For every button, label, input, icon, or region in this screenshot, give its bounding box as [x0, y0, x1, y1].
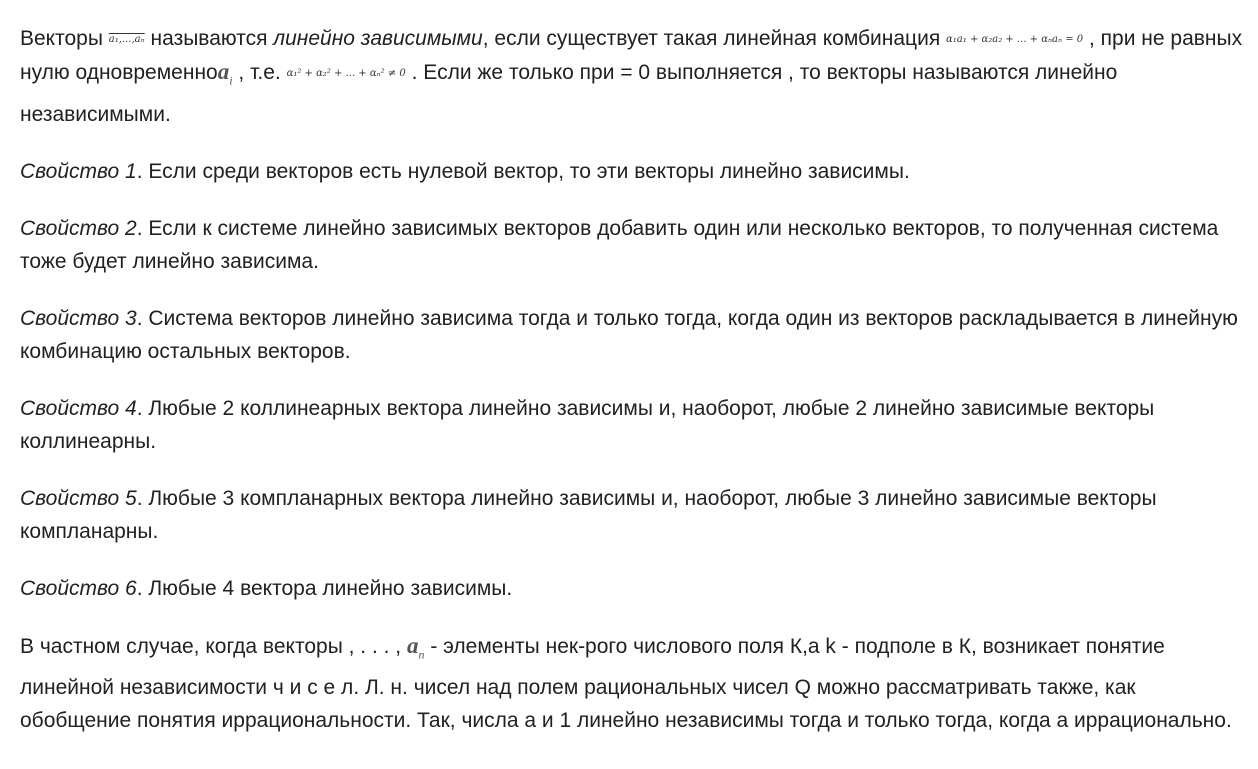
property-label-1: Свойство 1: [20, 159, 137, 183]
property-paragraph-1: [20, 155, 1245, 188]
property-text-5: . Любые 3 компланарных вектора линейно зависимы и, наоборот, любые 3 линейно зависимые векторы компланарны.: [20, 486, 1157, 543]
ai-formula: [217, 59, 233, 88]
property-paragraph-4: [20, 392, 1245, 458]
sum-of-squares-formula: α₁² + α₂² + ... + αₙ² ≠ 0: [286, 68, 406, 79]
property-text-3: . Система векторов линейно зависима тогда и только тогда, когда один из векторов раскладывается в линейную комбинацию остальных векторов.: [20, 306, 1238, 363]
property-label-5: Свойство 5: [20, 486, 137, 510]
linearly-dependent-term: линейно зависимыми: [273, 27, 483, 50]
intro-text-3: , если существует такая линейная комбинация: [482, 27, 941, 50]
property-paragraph-5: [20, 482, 1245, 548]
vectors-formula: a₁,...,aₙ: [108, 34, 145, 45]
linear-combination-formula: α₁a₁ + α₂a₂ + ... + αₙaₙ = 0: [946, 34, 1084, 45]
property-label-6: Свойство 6: [20, 576, 137, 600]
an-base: a: [406, 632, 419, 658]
property-text-4: . Любые 2 коллинеарных вектора линейно зависимы и, наоборот, любые 2 линейно зависимые векторы коллинеарны.: [20, 396, 1155, 453]
an-sub: n: [418, 647, 425, 662]
intro-text-4: , при не равных нулю одновременно: [20, 27, 1243, 84]
final-paragraph: [20, 629, 1245, 738]
ai-sub: i: [229, 73, 233, 88]
property-paragraph-2: [20, 212, 1245, 278]
intro-text-6: . Если же только при = 0 выполняется , то векторы называются линейно независимыми.: [20, 61, 1118, 126]
article-body: [20, 22, 1245, 761]
property-paragraph-3: [20, 302, 1245, 368]
property-label-4: Свойство 4: [20, 396, 137, 420]
property-label-3: Свойство 3: [20, 306, 137, 330]
property-label-2: Свойство 2: [20, 216, 137, 240]
final-text-2: - элементы нек-рого числового поля К,а k - подполе в К, возникает понятие линейной независимости ч и с е л. Л. н. чисел над полем рациональных чисел Q можно рассматривать также, как обобщение понятия иррациональности. Так, числа a и 1 линейно независимы тогда и только тогда, когда a иррационально.: [20, 634, 1232, 733]
intro-text-1: Векторы: [20, 27, 103, 50]
property-paragraph-6: [20, 572, 1245, 605]
intro-text-5: , т.е.: [238, 61, 281, 84]
intro-paragraph: [20, 22, 1245, 131]
property-text-1: . Если среди векторов есть нулевой вектор, то эти векторы линейно зависимы.: [136, 159, 910, 183]
property-text-2: . Если к системе линейно зависимых векторов добавить один или несколько векторов, то полученная система тоже будет линейно зависима.: [20, 216, 1219, 273]
final-text-1: В частном случае, когда векторы , . . . ,: [20, 634, 402, 658]
ai-base: a: [217, 59, 230, 84]
property-text-6: . Любые 4 вектора линейно зависимы.: [136, 576, 513, 600]
an-formula: [406, 632, 425, 662]
intro-text-2: называются: [150, 27, 268, 50]
